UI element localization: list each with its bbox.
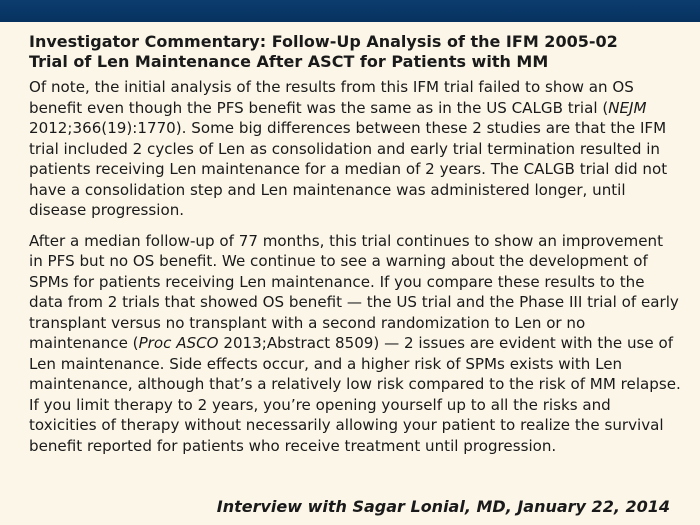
slide-title [29, 32, 681, 72]
paragraph-2-citation-journal: Proc ASCO [138, 334, 219, 352]
slide-title-line-2: Trial of Len Maintenance After ASCT for Patients with MM [29, 52, 549, 71]
header-bar [0, 0, 700, 22]
paragraph-1-text-b: 2012;366(19):1770). Some big differences between these 2 studies are that the IFM trial included 2 cycles of Len as consolidation and early trial termination resulted in patients receiving Len maintenance for a median of 2 years. The CALGB trial did not have a consolidation step and Len maintenance was administered longer, until disease progression. [29, 119, 668, 219]
paragraph-2-text-b: 2013;Abstract 8509) — 2 issues are evident with the use of Len maintenance. Side effects occur, and a higher risk of SPMs exists with Len maintenance, although that’s a relatively low risk compared to the risk of MM relapse. If you limit therapy to 2 years, you’re opening yourself up to all the risks and toxicities of therapy without necessarily allowing your patient to realize the survival benefit reported for patients who receive treatment until progression. [29, 334, 681, 455]
commentary-paragraph-2 [29, 231, 681, 457]
slide-content [29, 32, 681, 456]
paragraph-1-citation-journal: NEJM [608, 98, 647, 117]
commentary-paragraph-1 [29, 77, 681, 221]
interview-attribution: Interview with Sagar Lonial, MD, January 22, 2014 [216, 497, 670, 516]
paragraph-2-text-a: After a median follow-up of 77 months, this trial continues to show an improvement in PFS but no OS benefit. We continue to see a warning about the development of SPMs for patients receiving Len maintenance. If you compare these results to the data from 2 trials that showed OS benefit — the US trial and the Phase III trial of early transplant versus no transplant with a second randomization to Len or no maintenance ( [29, 231, 679, 352]
slide-title-line-1: Investigator Commentary: Follow-Up Analysis of the IFM 2005-02 [29, 32, 618, 51]
paragraph-1-text-a: Of note, the initial analysis of the results from this IFM trial failed to show an OS benefit even though the PFS benefit was the same as in the US CALGB trial ( [29, 78, 634, 117]
